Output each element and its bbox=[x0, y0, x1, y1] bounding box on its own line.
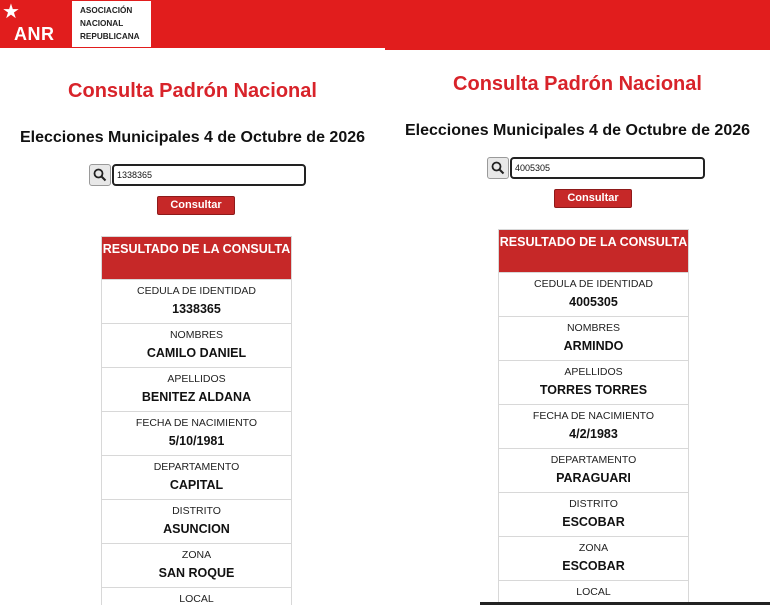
field-label: CEDULA DE IDENTIDAD bbox=[533, 278, 654, 290]
field-label: FECHA DE NACIMIENTO bbox=[135, 417, 258, 429]
field-value: TORRES TORRES bbox=[539, 383, 648, 397]
consultar-button[interactable]: Consultar bbox=[554, 189, 632, 208]
field-value: CAMILO DANIEL bbox=[146, 346, 247, 360]
logo-acronym: ANR bbox=[14, 24, 55, 44]
page-subtitle: Elecciones Municipales 4 de Octubre de 2026 bbox=[19, 129, 366, 146]
cedula-search-input[interactable] bbox=[112, 164, 306, 186]
search-row bbox=[89, 164, 307, 186]
result-field bbox=[499, 492, 688, 536]
search-icon bbox=[491, 161, 505, 175]
result-field bbox=[102, 455, 291, 499]
page-title: Consulta Padrón Nacional bbox=[68, 80, 317, 102]
result-field bbox=[102, 279, 291, 323]
logo-textbox bbox=[71, 0, 152, 48]
field-label: NOMBRES bbox=[566, 322, 621, 334]
result-field bbox=[102, 499, 291, 543]
field-value: 4005305 bbox=[569, 295, 618, 309]
search-button[interactable] bbox=[89, 164, 111, 186]
result-field bbox=[499, 404, 688, 448]
result-field bbox=[102, 587, 291, 605]
field-label: LOCAL bbox=[576, 586, 611, 598]
search-button[interactable] bbox=[487, 157, 509, 179]
field-label: DISTRITO bbox=[569, 498, 618, 510]
field-value: ARMINDO bbox=[563, 339, 624, 353]
field-label: DISTRITO bbox=[172, 505, 221, 517]
field-label: FECHA DE NACIMIENTO bbox=[532, 410, 655, 422]
right-screenshot bbox=[385, 0, 770, 605]
field-label: APELLIDOS bbox=[564, 366, 623, 378]
field-label: ZONA bbox=[578, 542, 609, 554]
field-value: 1338365 bbox=[172, 302, 221, 316]
star-icon: ★ bbox=[2, 1, 20, 23]
result-field bbox=[499, 272, 688, 316]
result-field bbox=[499, 536, 688, 580]
cedula-search-input[interactable] bbox=[510, 157, 705, 179]
field-label: LOCAL bbox=[179, 593, 214, 605]
result-field bbox=[499, 448, 688, 492]
search-row bbox=[487, 157, 705, 179]
result-field bbox=[102, 411, 291, 455]
page-title: Consulta Padrón Nacional bbox=[453, 73, 702, 95]
anr-logo[interactable] bbox=[0, 0, 152, 48]
field-label: DEPARTAMENTO bbox=[153, 461, 240, 473]
field-label: ZONA bbox=[181, 549, 212, 561]
header-bar bbox=[385, 0, 770, 50]
field-label: APELLIDOS bbox=[167, 373, 226, 385]
results-table bbox=[498, 229, 689, 605]
field-value: ESCOBAR bbox=[562, 515, 625, 529]
result-field bbox=[499, 316, 688, 360]
header-bar bbox=[0, 0, 385, 48]
result-field bbox=[102, 323, 291, 367]
field-label: DEPARTAMENTO bbox=[550, 454, 637, 466]
result-field bbox=[102, 543, 291, 587]
result-field bbox=[499, 360, 688, 404]
field-value: ESCOBAR bbox=[562, 559, 625, 573]
field-label: CEDULA DE IDENTIDAD bbox=[136, 285, 257, 297]
logo-line-1: ASOCIACIÓN bbox=[80, 6, 133, 15]
search-icon bbox=[93, 168, 107, 182]
page-subtitle: Elecciones Municipales 4 de Octubre de 2026 bbox=[404, 122, 751, 139]
results-table bbox=[101, 236, 292, 605]
field-value: PARAGUARI bbox=[556, 471, 631, 485]
field-value: BENITEZ ALDANA bbox=[141, 390, 252, 404]
field-value: SAN ROQUE bbox=[158, 566, 235, 580]
results-header: RESULTADO DE LA CONSULTA bbox=[102, 237, 291, 279]
field-value: ASUNCION bbox=[163, 522, 230, 536]
field-value: 4/2/1983 bbox=[569, 427, 618, 441]
logo-line-3: REPUBLICANA bbox=[80, 32, 140, 41]
result-field bbox=[102, 367, 291, 411]
field-label: NOMBRES bbox=[169, 329, 224, 341]
logo-line-2: NACIONAL bbox=[80, 19, 124, 28]
consultar-button[interactable]: Consultar bbox=[157, 196, 235, 215]
results-header: RESULTADO DE LA CONSULTA bbox=[499, 230, 688, 272]
field-value: CAPITAL bbox=[169, 478, 224, 492]
field-value: 5/10/1981 bbox=[168, 434, 225, 448]
